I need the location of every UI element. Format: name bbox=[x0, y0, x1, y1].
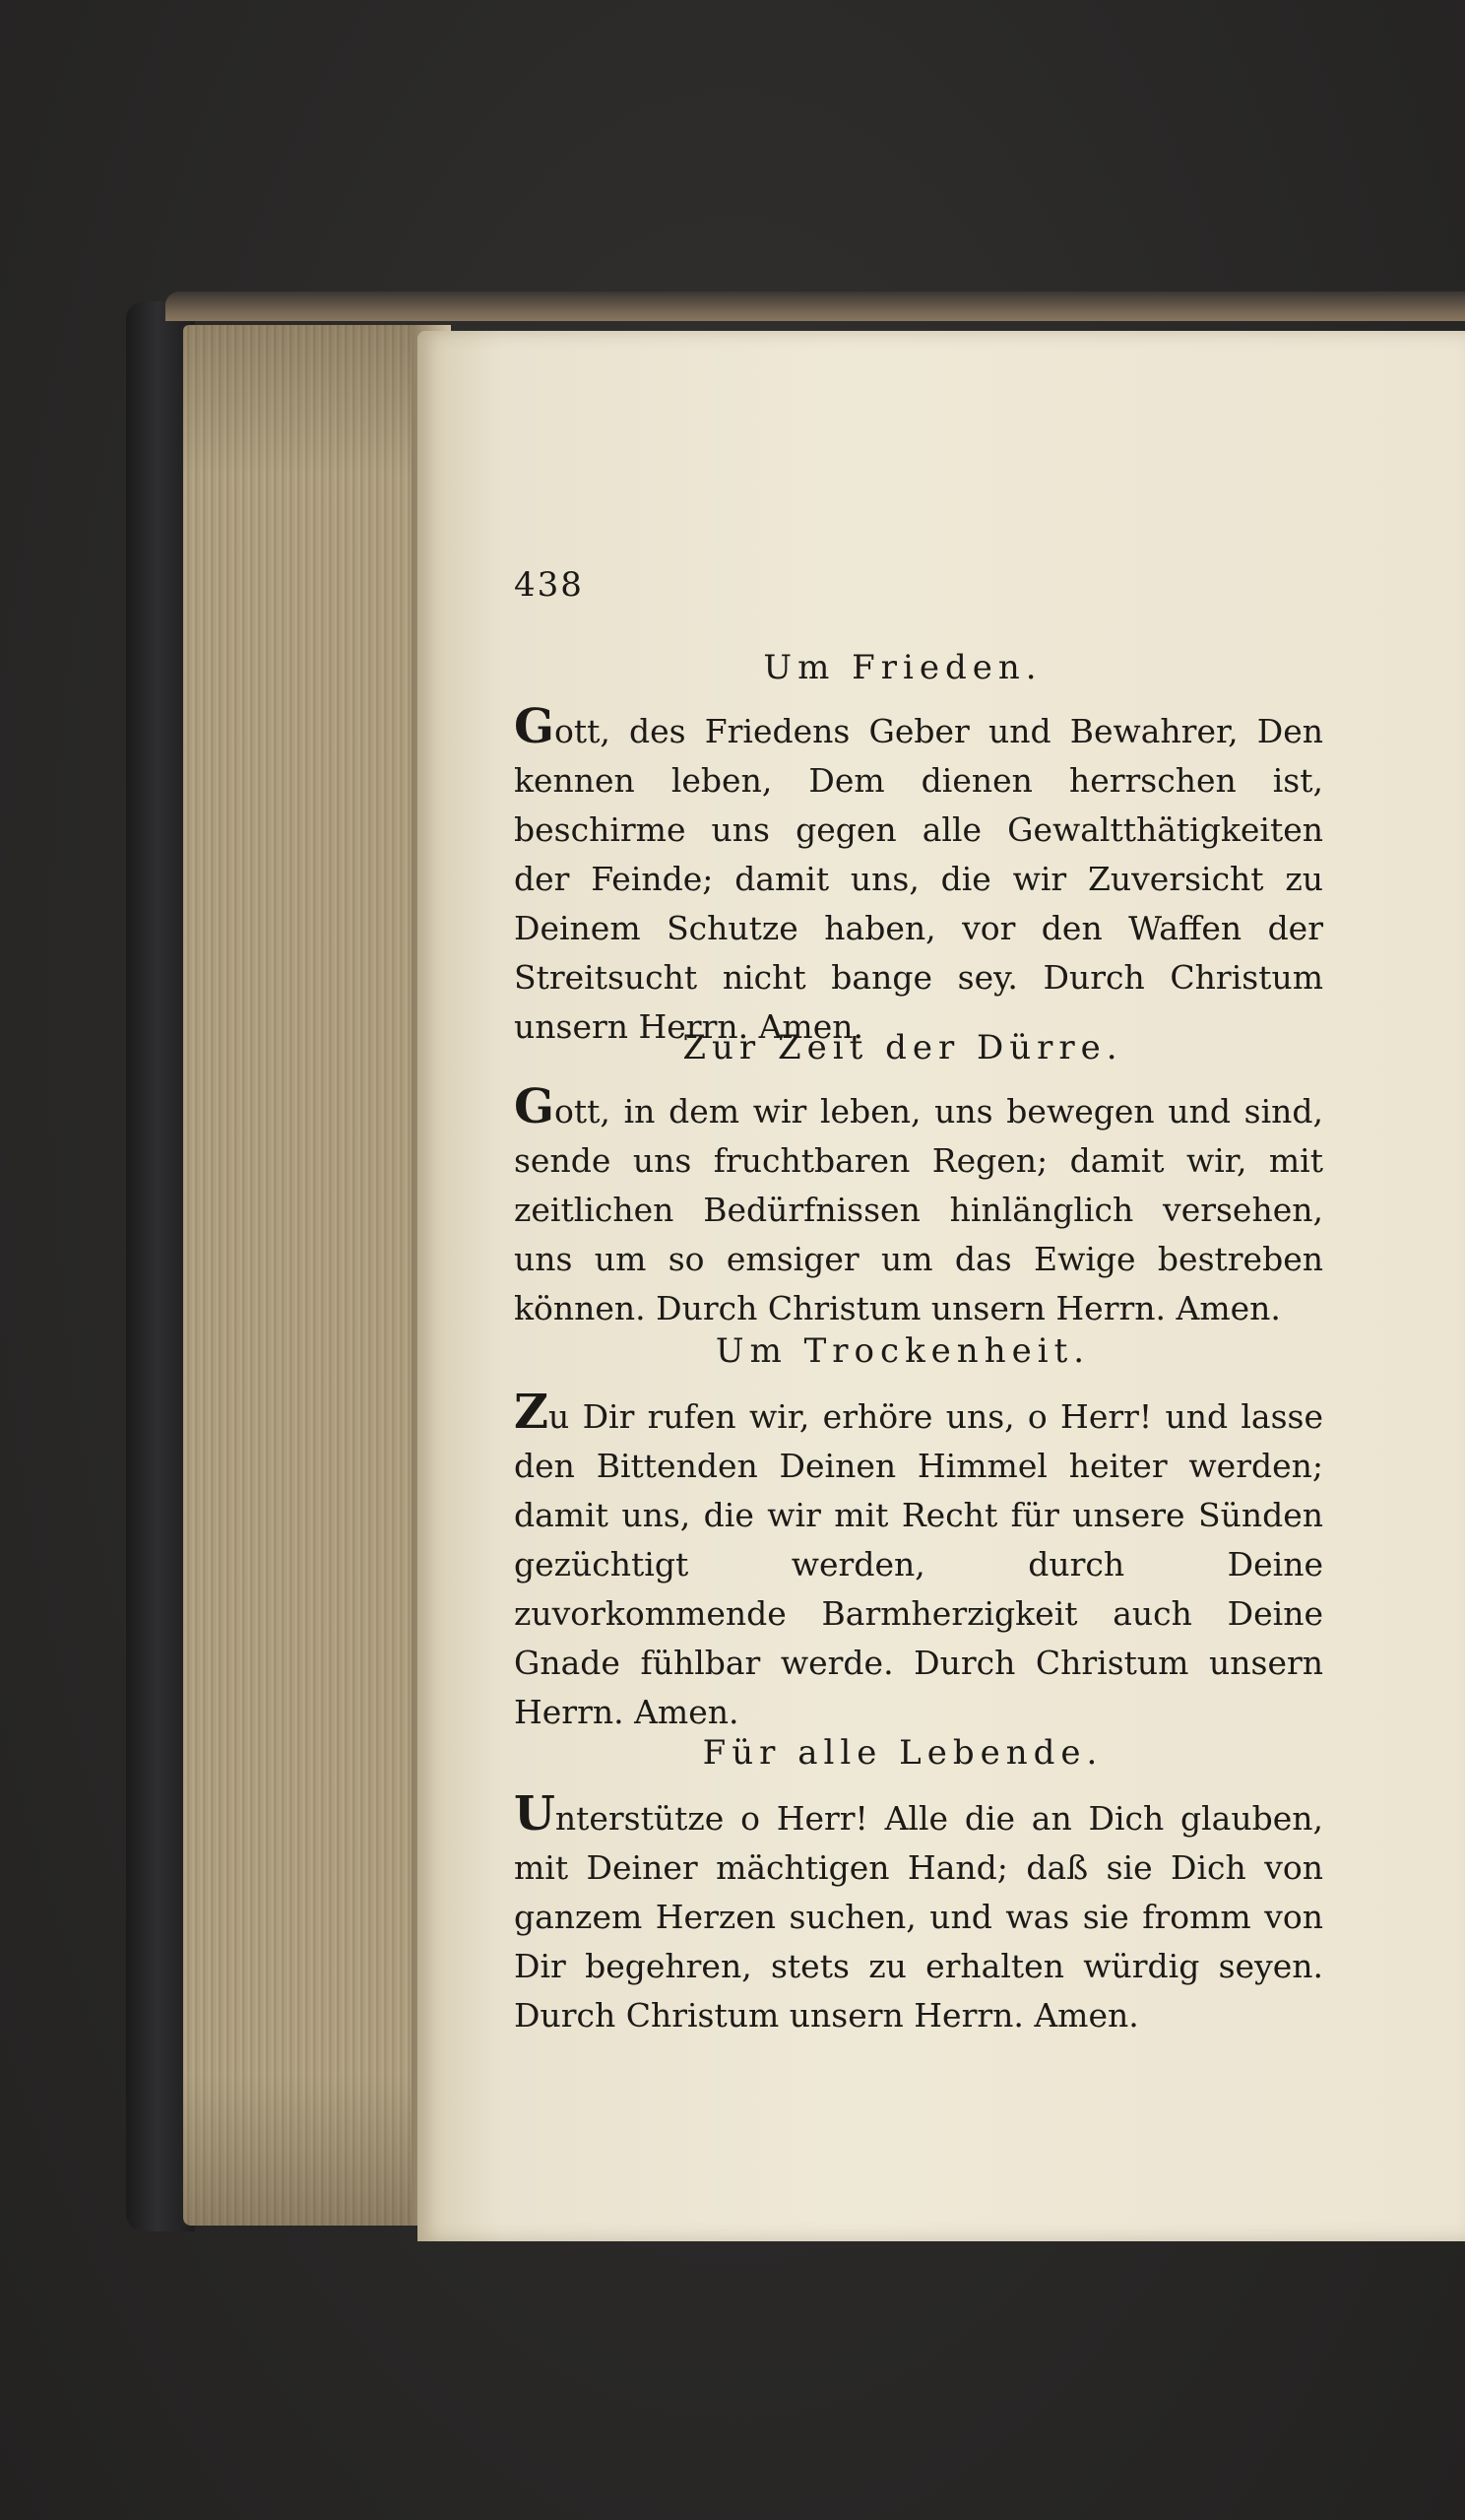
paragraph-text: u Dir rufen wir, erhöre uns, o Herr! und lasse den Bittenden Deinen Himmel heiter werden; damit uns, die wir mit Recht für unsere Sünden gezüchtigt werden, durch Deine zuvorkommende Barmherzigkeit auch Deine Gnade fühlbar werde. Durch Christum unsern Herrn. Amen. bbox=[514, 1397, 1323, 1731]
section-paragraph bbox=[514, 1385, 1323, 1737]
section-heading: Um Frieden. bbox=[763, 648, 1043, 687]
book-cover-edge bbox=[165, 291, 1465, 321]
section-heading: Um Trockenheit. bbox=[715, 1331, 1091, 1371]
open-book bbox=[126, 291, 1465, 2241]
page-number: 438 bbox=[514, 565, 584, 605]
section-heading: Für alle Lebende. bbox=[702, 1733, 1104, 1773]
page-edges bbox=[183, 325, 419, 2226]
paragraph-text: ott, des Friedens Geber und Bewahrer, Den kennen leben, Dem dienen herrschen ist, beschirme uns gegen alle Gewaltthätigkeiten der Feinde; damit uns, die wir Zuversicht zu Deinem Schutze haben, vor den Waffen der Streitsucht nicht bange sey. Durch Christum unsern Herrn. Amen. bbox=[514, 712, 1323, 1046]
drop-initial: Z bbox=[514, 1385, 549, 1440]
paragraph-text: nterstütze o Herr! Alle die an Dich glauben, mit Deiner mächtigen Hand; daß sie Dich von ganzem Herzen suchen, und was sie fromm von Dir begehren, stets zu erhalten würdig seyen. Durch Christum unsern Herrn. Amen. bbox=[514, 1799, 1323, 2035]
section-paragraph bbox=[514, 1786, 1323, 2040]
paragraph-text: ott, in dem wir leben, uns bewegen und sind, sende uns fruchtbaren Regen; damit wir, mit zeitlichen Bedürfnissen hinlänglich versehen, uns um so emsiger um das Ewige bestreben können. Durch Christum unsern Herrn. Amen. bbox=[514, 1092, 1323, 1327]
section-heading: Zur Zeit der Dürre. bbox=[682, 1028, 1123, 1067]
section-paragraph bbox=[514, 1079, 1323, 1333]
book-page bbox=[417, 331, 1465, 2241]
drop-initial: G bbox=[514, 1079, 554, 1134]
section-paragraph bbox=[514, 699, 1323, 1052]
drop-initial: U bbox=[514, 1786, 555, 1842]
drop-initial: G bbox=[514, 699, 554, 754]
